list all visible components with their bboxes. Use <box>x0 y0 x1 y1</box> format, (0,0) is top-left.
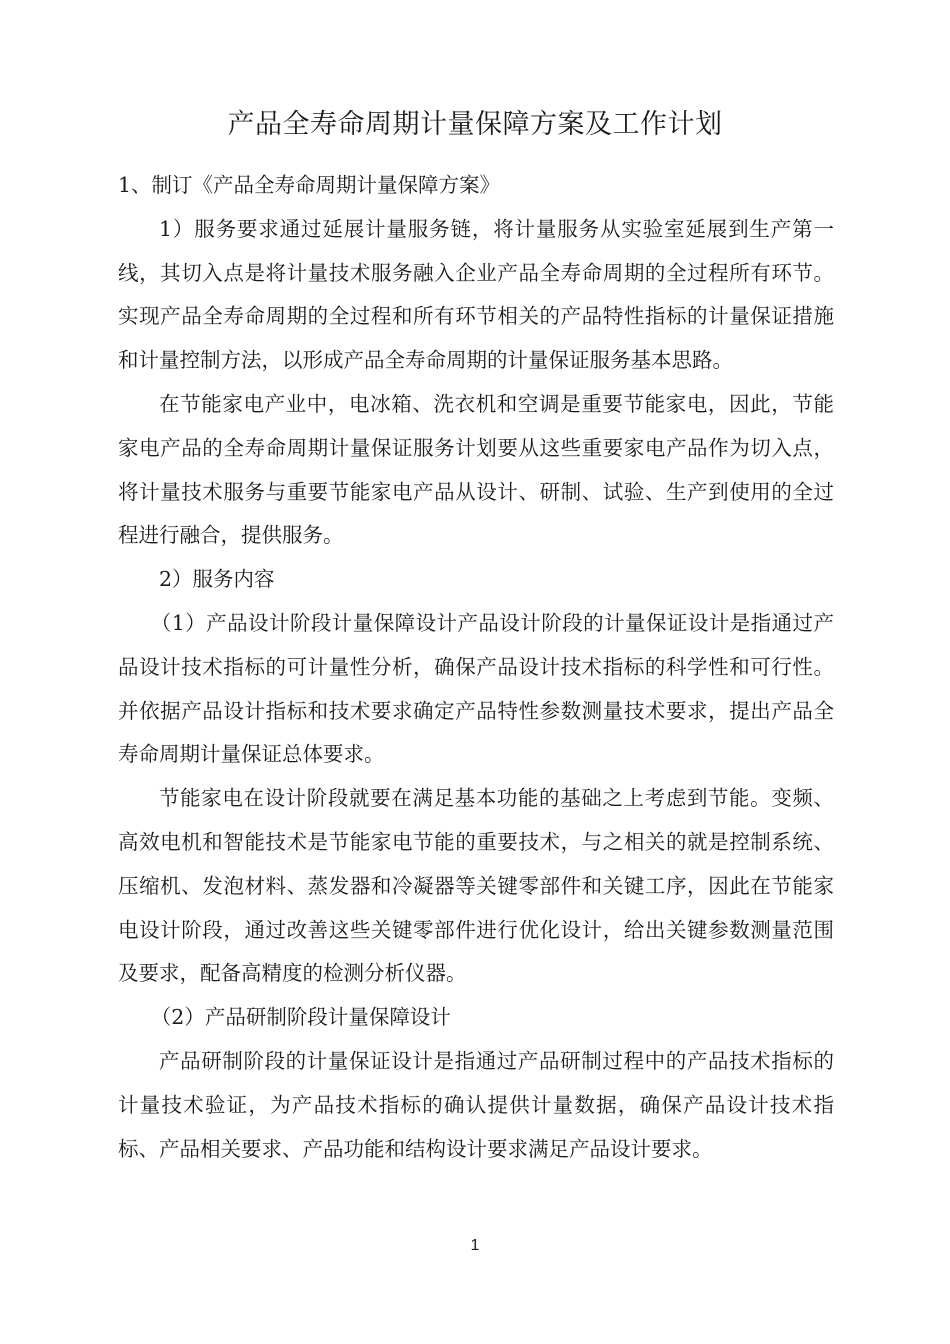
paragraph-design-stage-detail: 节能家电在设计阶段就要在满足基本功能的基础之上考虑到节能。变频、高效电机和智能技术是节能家电节能的重要技术，与之相关的就是控制系统、压缩机、发泡材料、蒸发器和冷凝器等关键零部件和关键工序，因此在节能家电设计阶段，通过改善这些关键零部件进行优化设计，给出关键参数测量范围及要求，配备高精度的检测分析仪器。 <box>118 786 834 986</box>
document-title: 产品全寿命周期计量保障方案及工作计划 <box>227 109 723 140</box>
paragraph-service-requirements: 1）服务要求通过延展计量服务链，将计量服务从实验室延展到生产第一线，其切入点是将计量技术服务融入企业产品全寿命周期的全过程所有环节。实现产品全寿命周期的全过程和所有环节相关的产品特性指标的计量保证措施和计量控制方法，以形成产品全寿命周期的计量保证服务基本思路。 <box>118 216 834 373</box>
document-body <box>118 164 834 1171</box>
subheading-service-content: 2）服务内容 <box>159 567 275 592</box>
paragraph-energy-appliances: 在节能家电产业中，电冰箱、洗衣机和空调是重要节能家电，因此，节能家电产品的全寿命周期计量保证服务计划要从这些重要家电产品作为切入点，将计量技术服务与重要节能家电产品从设计、研制、试验、生产到使用的全过程进行融合，提供服务。 <box>118 391 834 548</box>
page-number: 1 <box>470 1237 480 1254</box>
section-heading: 1、制订《产品全寿命周期计量保障方案》 <box>118 173 501 197</box>
paragraph-development-stage: 产品研制阶段的计量保证设计是指通过产品研制过程中的产品技术指标的计量技术验证，为产品技术指标的确认提供计量数据，确保产品设计技术指标、产品相关要求、产品功能和结构设计要求满足产品设计要求。 <box>118 1048 834 1161</box>
paragraph-design-stage: （1）产品设计阶段计量保障设计产品设计阶段的计量保证设计是指通过产品设计技术指标的可计量性分析，确保产品设计技术指标的科学性和可行性。并依据产品设计指标和技术要求确定产品特性参数测量技术要求，提出产品全寿命周期计量保证总体要求。 <box>118 610 834 767</box>
subheading-development-stage: （2）产品研制阶段计量保障设计 <box>150 1005 451 1030</box>
